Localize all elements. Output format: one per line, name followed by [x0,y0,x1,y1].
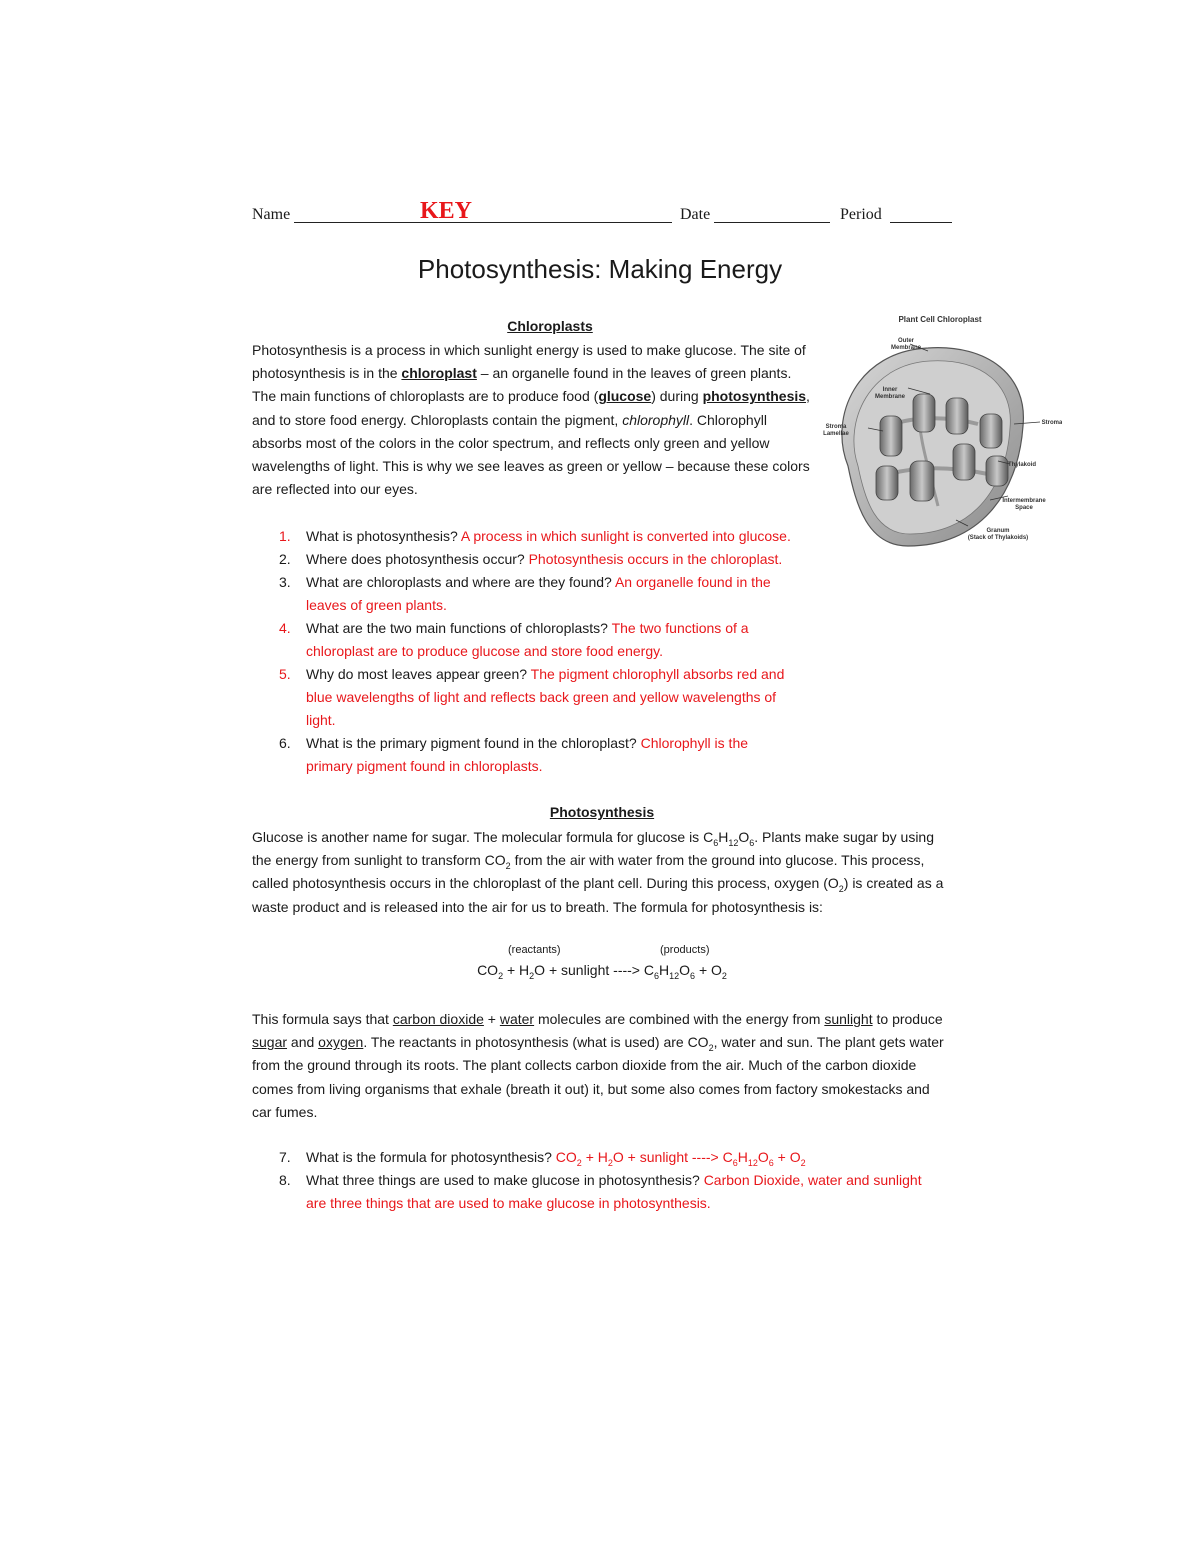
question-item-2 [252,548,792,571]
question-text: What is photosynthesis? [306,528,461,544]
chloroplast-paragraph: Photosynthesis is a process in which sunlight energy is used to make glucose. The site of photosynthesis is in the chloroplast – an organelle found in the leaves of green plants. The main functions of chloroplasts are to produce food (glucose) during photosynthesis, and to store food energy. Chloroplasts contain the pigment, chlorophyll. Chlorophyll absorbs most of the colors in the color spectrum, and reflects only green and yellow wavelengths of light. This is why we see leaves as green or yellow – because these colors are reflected into our eyes. [252,342,810,498]
question-item-7: 7. What is the formula for photosynthesis? $CO_2 + H_2O$ + sunlight ----> $C_6H_{12}O_6 + O_2$ [279,1149,806,1168]
answer-7: $CO_2 + H_2O$ + sunlight ----> $C_6H_{12}O_6 + O_2$ [555,1149,806,1168]
section-heading-photosynthesis: Photosynthesis [549,804,655,820]
answer-text: The two functions of a chloroplast are to produce glucose and store food energy. [306,620,749,659]
worksheet-header [252,200,952,230]
period-underline [890,222,952,223]
period-label: Period [840,206,882,223]
products-label: (products) [660,944,710,956]
term-glucose: glucose [598,388,652,405]
answer-text: Photosynthesis occurs in the chloroplast. [528,551,783,567]
question-text: What is the primary pigment found in the chloroplast? [306,735,641,751]
label-inner-1: Inner [882,387,898,393]
question-text: What are the two main functions of chloroplasts? [306,620,612,636]
answer-text: An organelle found in the leaves of green plants. [306,574,771,613]
name-label: Name [252,206,291,223]
label-stroma: Stroma [1041,420,1062,426]
photosynthesis-paragraph-2: This formula says that carbon dioxide + water molecules are combined with the energy from sunlight to produce sugar and oxygen. The reactants in photosynthesis (what is used) are $CO_2$, water and sun. The plant gets water from the ground through its roots. The plant collects carbon dioxide from the air. Much of the carbon dioxide comes from living organisms that exhale (breath it out) it, but some also comes from factory smokestacks and car fumes. [252,1011,944,1120]
question-list-photosynthesis [252,1146,932,1215]
question-item-4 [252,617,792,663]
label-inner-2: Membrane [874,394,906,400]
name-underline [294,222,672,223]
question-number: 1. [279,528,291,544]
page-title: Photosynthesis: Making Energy [417,254,783,284]
label-lamellae-2: Lamellae [823,431,849,437]
label-outer-1: Outer [897,338,915,344]
chloroplast-diagram [818,306,1062,556]
label-thylakoid: Thylakoid [1007,462,1037,468]
term-carbon-dioxide: carbon dioxide [392,1011,484,1027]
term-water: water [499,1011,535,1027]
term-chlorophyll: chlorophyll [622,411,690,428]
answer-text: A process in which sunlight is converted into glucose. [460,528,791,544]
label-granum-1: Granum [986,528,1010,534]
chloroplast-illustration [818,306,1062,556]
term-sugar: sugar [252,1034,288,1051]
date-label: Date [680,206,711,223]
question-number: 5. [279,666,291,682]
question-item-6 [252,732,792,778]
question-number: 4. [279,620,291,636]
name-value: KEY [420,198,473,224]
question-text: What are chloroplasts and where are they found? [306,574,615,590]
label-lamellae-1: Stroma [825,424,847,430]
reactants-label: (reactants) [508,944,561,956]
label-outer-2: Membrane [890,345,922,351]
photosynthesis-formula: $CO_2 + H_2O$ + sunlight ----> $C_6H_{12}O_6 + O_2$ [477,962,727,981]
term-sunlight: sunlight [824,1011,873,1027]
term-chloroplast: chloroplast [401,365,477,382]
term-oxygen: oxygen [318,1034,364,1051]
question-number: 2. [279,551,291,567]
section-heading-chloroplasts: Chloroplasts [507,318,593,334]
label-granum-2: (Stack of Thylakoids) [967,535,1029,541]
question-text: Where does photosynthesis occur? [306,551,529,567]
question-text: Why do most leaves appear green? [306,666,531,682]
question-number: 3. [279,574,291,590]
question-list-chloroplasts [252,525,792,778]
answer-text: The pigment chlorophyll absorbs red and blue wavelengths of light and reflects back green and yellow wavelengths of light. [306,666,785,728]
question-number: 6. [279,735,291,751]
label-intermembrane-1: Intermembrane [1002,498,1046,504]
question-item-8: 8. What three things are used to make glucose in photosynthesis? Carbon Dioxide, water and sunlight are three things that are used to make glucose in photosynthesis. [279,1172,922,1211]
date-underline [714,222,830,223]
term-photosynthesis: photosynthesis [702,388,807,405]
question-item-1 [252,525,792,548]
photosynthesis-paragraph-1: Glucose is another name for sugar. The molecular formula for glucose is $C_6H_{12}O_6$. Plants make sugar by using the energy from sunlight to transform $CO_2$ from the air with water from the ground into glucose. This process, called photosynthesis occurs in the chloroplast of the plant cell. During this process, oxygen $(O_2)$ is created as a waste product and is released into the air for us to breath. The formula for photosynthesis is: [252,829,944,915]
answer-text: Chlorophyll is the primary pigment found in chloroplasts. [306,735,749,774]
question-item-5 [252,663,792,732]
label-intermembrane-2: Space [1015,505,1033,511]
diagram-title: Plant Cell Chloroplast [898,315,982,324]
question-item-3 [252,571,792,617]
answer-8: Carbon Dioxide, water and sunlight are three things that are used to make glucose in photosynthesis. [306,1172,922,1211]
